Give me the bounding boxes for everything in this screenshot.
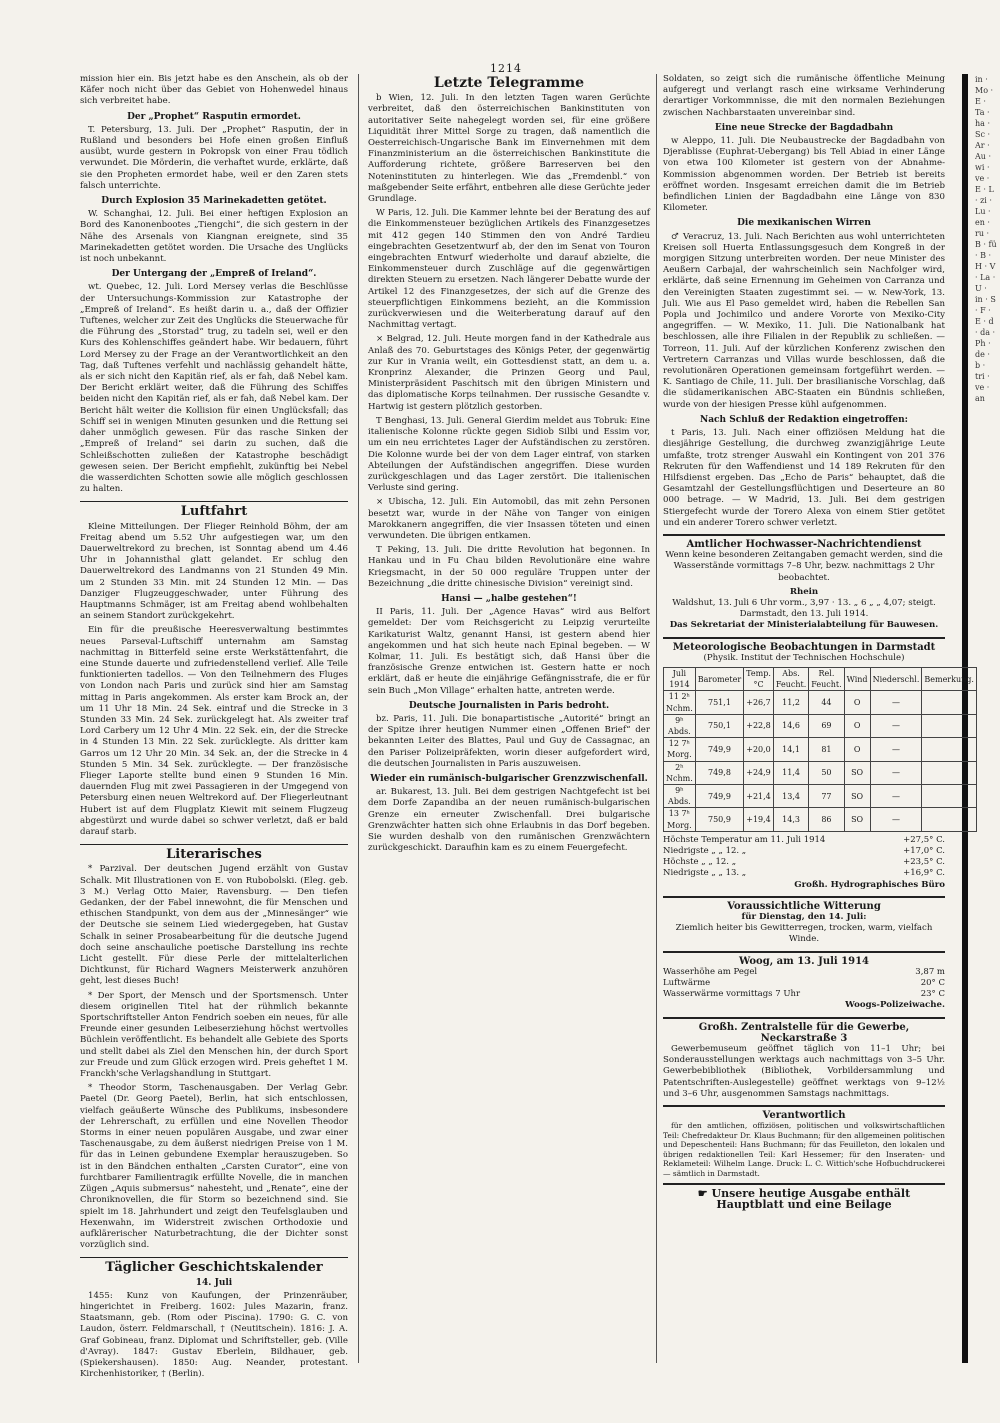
forecast-text: Ziemlich heiter bis Gewitterregen, trocken, warm, vielfach Winde.: [675, 923, 933, 945]
table-cell: O: [844, 738, 870, 761]
article-text: T Peking, 13. Juli. Die dritte Revolution hat begonnen. In Hankau und in Fu Chau bilden Revolutionäre eine wahre Kriegsmacht, in der 50 000 reguläre Truppen unter der Bezeichnung „die dritte chinesische Division“ vereinigt sind.: [368, 545, 650, 589]
table-row: [664, 691, 977, 714]
article-headline: Nach Schluß der Redaktion eingetroffen:: [700, 414, 908, 425]
article-text: ♂ Veracruz, 13. Juli. Nach Berichten aus wohl unterrichteten Kreisen soll Huerta Entlassungsgesuch dem Kongreß in der morgigen Sitzung unterbreiten worden. Der neue Minister des Aeußern Carbajal, der wahrscheinlich sein Nachfolger wird, erklärte, daß seine Ernennung im Geheimen von Carranza und den Vereinigten Staaten zugestimmt sei. — w. New-York, 13. Juli. Wie aus El Paso gemeldet wird, haben die Rebellen San Popla und Jochimilco und andere Vororte von Mexiko-City angegriffen. — W. Mexiko, 11. Juli. Die Nationalbank hat beschlossen, alle ihre Filialen in der Republik zu schließen. — Torreon, 11. Juli. Auf der kürzlichen Konferenz zwischen den Vertretern Carranzas und Villas wurde beschlossen, daß die revolutionären Operationen gemeinsam fortgeführt werden. — K. Santiago de Chile, 11. Juli. Der brasilianische Vorschlag, daß die südamerikanischen ABC-Staaten ein Bündnis schließen, wurde von der hiesigen Presse kühl aufgenommen.: [663, 231, 945, 410]
table-cell: [922, 691, 977, 714]
table-cell: —: [870, 761, 922, 784]
article-headline: Hansi — „halbe gestehen“!: [441, 593, 577, 604]
article-text: W. Schanghai, 12. Juli. Bei einer heftigen Explosion an Bord des Kanonenbootes „Tiengchi“, die sich gestern in der Nähe des Arsenals von Kiangnan ereignete, sind 35 Marinekadetten getötet worden. Die Ursache des Unglücks ist noch unbekannt.: [80, 209, 348, 265]
hydro-office: Großh. Hydrographisches Büro: [794, 879, 945, 890]
article-text: ar. Bukarest, 13. Juli. Bei dem gestrigen Nachtgefecht ist bei dem Dorfe Zapandiba an der neuen rumänisch-bulgarischen Grenze ein erneuter Zwischenfall. Drei bulgarische Grenzwächter hatten sich ohne Erlaubnis in das Dorf begeben. Sie wurden deshalb von den rumänischen Grenzwächtern zurückgeschickt. Daraufhin kam es zu einem Feuergefecht.: [368, 787, 650, 854]
table-cell: +24,9: [744, 761, 774, 784]
hochwasser-heading: Amtlicher Hochwasser-Nachrichtendienst: [663, 534, 945, 550]
table-cell: 749,9: [695, 784, 743, 807]
table-cell: [922, 784, 977, 807]
section-heading-kalender: Täglicher Geschichtskalender: [80, 1257, 348, 1273]
authority-signature: Das Sekretariat der Ministerialabteilung für Bauwesen.: [669, 620, 939, 631]
table-cell: 2ʰ Nchm.: [664, 761, 696, 784]
weather-table: [663, 667, 977, 832]
table-cell: 751,1: [695, 691, 743, 714]
table-header-cell: Abs. Feucht.: [773, 667, 808, 690]
dateline: Darmstadt, den 13. Juli 1914.: [739, 609, 869, 620]
forecast-date: für Dienstag, den 14. Juli:: [741, 912, 867, 923]
table-cell: 11,2: [773, 691, 808, 714]
table-cell: 11 2ʰ Nchm.: [664, 691, 696, 714]
column-middle: [368, 74, 650, 857]
section-heading-telegramme: Letzte Telegramme: [433, 75, 585, 91]
table-cell: +19,4: [744, 808, 774, 831]
reading-value: 20° C: [920, 978, 945, 989]
table-cell: 50: [809, 761, 844, 784]
adjacent-page-fragment: in · Mo · E · Ta · ha · Sc · Ar · Au · wi · ve · E · L · zi · Lu · en · ru · B · fü · B · H · V · La · U · in · S · F · E · d · da · Ph · de · b · tri · ve · an: [975, 75, 997, 403]
article-text: W Paris, 12. Juli. Die Kammer lehnte bei der Beratung des auf die Einkommensteuer bezüglichen Artikels des Finanzgesetzes mit 412 gegen 140 Stimmen den von André Tardieu eingebrachten Gesetzentwurf ab, der den im Senat von Touron eingebrachten Entwurf wiederholte und darauf abzielte, die Einkommensteuer durch Zuschläge auf die gegenwärtigen direkten Steuern zu ersetzen. Nach längerer Debatte wurde der Artikel 12 des Finanzgesetzes, der sich auf die Grenze des steuerpflichtigen Einkommens bezieht, an die Kommission zurückverwiesen und die Weiterberatung darauf auf den Nachmittag vertagt.: [368, 208, 650, 331]
article-text: wt. Quebec, 12. Juli. Lord Mersey verlas die Beschlüsse der Untersuchungs-Kommission zur Katastrophe der „Empreß of Ireland“. Es heißt darin u. a., daß der Offizier Tuftenes, welcher zur Zeit des Unglücks die Steuerwache für die Führung des „Storstad“ trug, zu tadeln sei, weil er den Kurs des Kohlenschiffes geändert habe. Wir bedauern, führt Lord Mersey zu der Frage an der Verantwortlichkeit an den Tag, daß Tuftenes verfehlt und nachlässig gehandelt hätte, als er sich nicht den Kapitän rief, als er fah, daß Nebel kam. Der Bericht erklärt weiter, daß die Führung des Schiffes beiden nicht den Kapitän rief, als er fah, daß Nebel kam. Der Bericht hält weiter die Kollision für einen Unglücksfall; das Schiff sei in wenigen Minuten gesunken und die Rettung sei daher unmöglich gewesen. Für das rasche Sinken der „Empreß of Ireland“ sei darin zu suchen, daß die Schleißschotten zuließen der Katastrophe beschädigt gewesen seien. Der Bericht empfiehlt, zukünftig bei Nebel die wasserdichten Schotten sowie alle möglich geschlossen zu halten.: [80, 282, 348, 495]
table-cell: —: [870, 691, 922, 714]
column-right: [663, 74, 974, 1212]
reading-label: Höchste Temperatur am 11. Juli 1914: [663, 834, 826, 845]
article-text: Ein für die preußische Heeresverwaltung bestimmtes neues Parseval-Luftschiff unternahm am Samstag nachmittag in Bitterfeld seine erste Werkstättenfahrt, die eine Stunde dauerte und zufriedenstellend verlief. Alle Teile funktionierten tadellos. — Von den Teilnehmern des Fluges von London nach Paris und zurück sind hier am Samstag mittag in Paris angekommen. Als erster kam Brock an, der um 11 Uhr 18 Min. 24 Sek. eintraf und die Strecke in 3 Stunden 33 Min. 24 Sek. zurückgelegt hat. Als zweiter traf Lord Carbery um 12 Uhr 4 Min. 22 Sek. ein, der die Strecke in 4 Stunden 13 Min. 22 Sek. zurücklegte. Als dritter kam Garros um 12 Uhr 20 Min. 34 Sek. an, der die Strecke in 4 Stunden 5 Min. 34 Sek. zurücklegte. — Der französische Flieger Laporte stellte bund einen 9 Stunden 16 Min. dauernden Flug mit zwei Passagieren in der Umgegend von Petersburg einen neuen Weltrekord auf. Der Fliegerleutnant Hubert ist auf dem Flugplatz Kiewit mit seinem Flugzeug abgestürzt und wurde dabei so schwer verletzt, daß er bald darauf starb.: [80, 625, 348, 837]
table-row: [664, 714, 977, 737]
pointing-hand-icon: ☛: [697, 1187, 712, 1201]
table-cell: 86: [809, 808, 844, 831]
table-cell: —: [870, 714, 922, 737]
edition-note-text: Unsere heutige Ausgabe enthält Hauptblatt und eine Beilage: [711, 1187, 911, 1212]
table-cell: +20,0: [744, 738, 774, 761]
article-text: T. Petersburg, 13. Juli. Der „Prophet“ Rasputin, der in Rußland und besonders bei Hofe einen großen Einfluß ausübt, wurde gestern in Pokropsk von einer Frau tödlich verwundet. Die Mörderin, die verhaftet wurde, erklärte, daß sie den Propheten ermordet habe, weil er den Zaren stets falsch unterrichte.: [80, 124, 348, 191]
reading-value: +23,5° C.: [903, 857, 945, 868]
woog-signature: Woogs-Polizeiwache.: [845, 1000, 945, 1011]
table-header-cell: Temp. °C: [744, 667, 774, 690]
table-cell: 11,4: [773, 761, 808, 784]
forecast-heading: Voraussichtliche Witterung: [663, 896, 945, 912]
column-left: [80, 74, 348, 1383]
table-header-cell: Bemerkung.: [922, 667, 977, 690]
table-cell: —: [870, 738, 922, 761]
table-cell: 44: [809, 691, 844, 714]
article-text: × Belgrad, 12. Juli. Heute morgen fand in der Kathedrale aus Anlaß des 70. Geburtstages des Königs Peter, der gegenwärtig zur Kur in Vrania weilt, ein Gottesdienst statt, an dem u. a. Kronprinz Alexander, die Prinzen Georg und Paul, Ministerpräsident Paschitsch mit den übrigen Ministern und das diplomatische Korps teilnahmen. Der russische Gesandte v. Hartwig ist gestern plötzlich gestorben.: [368, 334, 650, 412]
table-cell: +22,8: [744, 714, 774, 737]
table-header-cell: Wind: [844, 667, 870, 690]
table-header-cell: Juli 1914: [664, 667, 696, 690]
meteo-heading: Meteorologische Beobachtungen in Darmstadt: [663, 637, 945, 653]
column-rule: [656, 74, 657, 1363]
column-rule: [358, 74, 359, 1363]
table-cell: 13 7ʰ Morg.: [664, 808, 696, 831]
article-headline: Durch Explosion 35 Marinekadetten getötet.: [101, 196, 327, 207]
reading-value: 3,87 m: [915, 966, 945, 977]
table-cell: 14,6: [773, 714, 808, 737]
table-cell: 13,4: [773, 784, 808, 807]
table-row: [664, 784, 977, 807]
article-headline: Der „Prophet“ Rasputin ermordet.: [127, 111, 301, 122]
article-headline: Wieder ein rumänisch-bulgarischer Grenzzwischenfall.: [370, 773, 648, 784]
reading-row: [663, 868, 945, 879]
reading-value: 23° C: [920, 989, 945, 1000]
reading-label: Wasserhöhe am Pegel: [663, 966, 758, 977]
hochwasser-text: Wenn keine besonderen Zeitangaben gemacht werden, sind die Wasserstände vormittags 7–8 Uhr, bezw. nachmittags 2 Uhr beobachtet.: [665, 550, 943, 583]
table-cell: [922, 714, 977, 737]
article-text: w Aleppo, 11. Juli. Die Neubaustrecke der Bagdadbahn von Djerablisse (Euphrat-Uebergang) bis Tell Abiad in einer Länge von etwa 100 Kilometer ist gestern von der Abnahme-Kommission abgenommen worden. Der Betrieb ist bereits eröffnet worden. Insgesamt erreichen damit die im Betrieb befindlichen Linien der Bagdadbahn eine Länge von 830 Kilometer.: [663, 136, 945, 214]
reading-label: Niedrigste „ „ 12. „: [663, 846, 747, 856]
reading-label: Wasserwärme vormittags 7 Uhr: [663, 989, 801, 1000]
article-headline: Eine neue Strecke der Bagdadbahn: [714, 122, 894, 133]
table-row: [664, 761, 977, 784]
article-text: II Paris, 11. Juli. Der „Agence Havas“ wird aus Belfort gemeldet: Der vom Reichsgericht zu Leipzig verurteilte Karikaturist Waltz, genannt Hansi, ist gestern abend hier angekommen und hat sich heute nach Epinal begeben. — W Kolmar, 11. Juli. Es bestätigt sich, daß Hansi über die französische Grenze entwichen ist. Gestern hatte er noch erklärt, daß er heute die einjährige Gefängnisstrafe, die er für sein Buch „Mon Village“ erhalten hatte, antreten werde.: [368, 607, 650, 696]
table-row: [664, 738, 977, 761]
reading-label: Luftwärme: [663, 978, 711, 989]
page-number: 1214: [490, 62, 522, 75]
zentralstelle-heading: Großh. Zentralstelle für die Gewerbe, Neckarstraße 3: [663, 1017, 945, 1044]
reading-label: Höchste „ „ 12. „: [663, 857, 737, 868]
article-text: × Ubischa, 12. Juli. Ein Automobil, das mit zehn Personen besetzt war, wurde in der Nähe von Tanger von einigen Marokkanern angegriffen, die vier Insassen töteten und einen verwundeten. Die übrigen entkamen.: [368, 497, 650, 541]
article-text: mission hier ein. Bis jetzt habe es den Anschein, als ob der Käfer noch nicht über das Gebiet von Hohenwedel hinaus sich verbreitet habe.: [80, 74, 348, 107]
table-cell: O: [844, 691, 870, 714]
reading-row: [663, 978, 945, 989]
table-cell: 749,8: [695, 761, 743, 784]
reading-row: [663, 835, 945, 846]
table-cell: 9ʰ Abds.: [664, 714, 696, 737]
table-header-cell: Barometer: [695, 667, 743, 690]
table-cell: +26,7: [744, 691, 774, 714]
table-cell: 749,9: [695, 738, 743, 761]
table-cell: 9ʰ Abds.: [664, 784, 696, 807]
gauge-reading: Waldshut, 13. Juli 6 Uhr vorm., 3,97 · 13. „ 6 „ „ 4,07; steigt.: [672, 597, 936, 608]
table-cell: 12 7ʰ Morg.: [664, 738, 696, 761]
table-cell: [922, 738, 977, 761]
section-heading-luftfahrt: Luftfahrt: [80, 501, 348, 517]
article-text: Soldaten, so zeigt sich die rumänische öffentliche Meinung aufgeregt und verlangt rasch eine wirksame Verhinderung derartiger Vorkommnisse, die mit den normalen Beziehungen zwischen Nachbarstaaten unvereinbar sind.: [663, 74, 945, 118]
table-cell: 14,1: [773, 738, 808, 761]
river-name: Rhein: [789, 586, 819, 597]
reading-value: +16,9° C.: [903, 868, 945, 879]
reading-value: +27,5° C.: [903, 834, 945, 845]
edition-note: [663, 1183, 945, 1210]
verantwortlich-heading: Verantwortlich: [663, 1105, 945, 1121]
reading-row: [663, 967, 945, 978]
calendar-date: 14. Juli: [195, 1277, 233, 1288]
woog-readings: [663, 967, 945, 1001]
zentralstelle-text: Gewerbemuseum geöffnet täglich von 11–1 Uhr; bei Sonderausstellungen werktags auch nachmittags von 3–5 Uhr. Gewerbebibliothek (Bibliothek, Vorbildersammlung und Patentschriften-Auslegestelle) geöffnet werktags von 9–12½ und 3–6 Uhr, ausgenommen Samstags nachmittags.: [663, 1044, 945, 1099]
verantwortlich-text: für den amtlichen, offiziösen, politischen und volkswirtschaftlichen Teil: Chefredakteur Dr. Klaus Buchmann; für den allgemeinen politischen und Depeschenteil: Hans Buchmann; für das Feuilleton, den lokalen und übrigen redaktionellen Teil: Karl Hessemer; für den Inseraten- und Reklameteil: Wilhelm Lange. Druck: L. C. Wittich'sche Hofbuchdruckerei — sämtlich in Darmstadt.: [663, 1121, 945, 1178]
table-cell: [922, 808, 977, 831]
article-text: * Parzival. Der deutschen Jugend erzählt von Gustav Schalk. Mit Illustrationen von E. von Rubobolski. (Eleg. geb. 3 M.) Verlag Otto Maier, Ravensburg. — Den tiefen Gedanken, der der Fabel innewohnt, die für Menschen und ethischen Standpunkt, von dem aus der „Minnesänger“ wie der Deutsche sie seinem Lied wiedergegeben, hat Gustav Schalk in seiner Prosabearbeitung für die deutsche Jugend doch seine anschauliche poetische Darstellung ins rechte Licht gestellt. Für diese Perle der mittelalterlichen Dichtkunst, für Richard Wagners Meisterwerk anzuhören geht, lest dieses Buch!: [80, 864, 348, 987]
table-cell: SO: [844, 761, 870, 784]
table-header-cell: Rel. Feucht.: [809, 667, 844, 690]
article-text: 1455: Kunz von Kaufungen, der Prinzenräuber, hingerichtet in Freiberg. 1602: Jules Mazarin, franz. Staatsmann, geb. (Rom oder Piscina). 1790: G. C. von Laudon, österr. Feldmarschall, † (Neutitschein). 1816: J. A. Graf Gobineau, franz. Diplomat und Schriftsteller, geb. (Ville d'Avray). 1847: Gustav Eberlein, Bildhauer, geb. (Spiekershausen). 1850: Aug. Neander, protestant. Kirchenhistoriker, † (Berlin).: [80, 1290, 348, 1380]
reading-row: [663, 989, 945, 1000]
article-text: b Wien, 12. Juli. In den letzten Tagen waren Gerüchte verbreitet, daß den österreichischen Bankinstituten von autoritativer Seite nahegelegt worden sei, für eine größere Liquidität ihrer Mittel Sorge zu tragen, daß namentlich die Oesterreichisch-Ungarische Bank im Einvernehmen mit dem Finanzministerium an die österreichischen Bankinstitute die Aufforderung richtete, größere Barreserven bei den Noteninstituten zu hinterlegen. Wie das „Fremdenbl.“ von maßgebender Seite erfährt, entbehren alle diese Gerüchte jeder Grundlage.: [368, 93, 650, 205]
table-cell: —: [870, 784, 922, 807]
article-text: Kleine Mitteilungen. Der Flieger Reinhold Böhm, der am Freitag abend um 5.52 Uhr aufgestiegen war, um den Dauerweltrekord zu brechen, ist Sonntag abend um 4.46 Uhr in Johannisthal glatt gelandet. Er schlug den Dauerweltrekord des Landmanns von 21 Stunden 49 Min. um 2 Stunden 33 Min. mit 24 Stunden 12 Min. — Das Danziger Flugzeuggeschwader, unter Führung des Hauptmanns Schmäger, ist am Freitag abend wohlbehalten an seinem Standort zurückgekehrt.: [80, 521, 348, 622]
reading-label: Niedrigste „ „ 13. „: [663, 868, 747, 879]
table-row: [664, 808, 977, 831]
reading-value: +17,0° C.: [903, 846, 945, 856]
table-cell: SO: [844, 808, 870, 831]
section-heading-literarisches: Literarisches: [80, 844, 348, 860]
table-header-cell: Niederschl.: [870, 667, 922, 690]
reading-row: [663, 846, 945, 857]
table-cell: 69: [809, 714, 844, 737]
table-cell: +21,4: [744, 784, 774, 807]
table-cell: 750,9: [695, 808, 743, 831]
table-cell: O: [844, 714, 870, 737]
article-headline: Deutsche Journalisten in Paris bedroht.: [408, 700, 610, 711]
reading-row: [663, 857, 945, 868]
article-text: * Der Sport, der Mensch und der Sportsmensch. Unter diesem originellen Titel hat der rühmlich bekannte Sportschriftsteller Anton Fendrich soeben ein neues, für alle Freunde einer gesunden Leibeserziehung höchst wertvolles Büchlein veröffentlicht. Es behandelt alle Gebiete des Sports und stellt dabei als Ziel den Menschen hin, der durch Sport zur Freude und zum Glück erzogen wird. Preis geheftet 1 M. Franckh'sche Verlagshandlung in Stuttgart.: [80, 990, 348, 1080]
table-cell: [922, 761, 977, 784]
article-text: t Paris, 13. Juli. Nach einer offiziösen Meldung hat die diesjährige Gestellung, die durchweg zwanzigjährige Leute umfaßte, trotz strenger Auswahl ein Kontingent von 201 376 Rekruten für den Waffendienst und 14 189 Rekruten für den Hilfsdienst ergeben. Das „Echo de Paris“ behauptet, daß die Gesamtzahl der Gestellungsflüchtigen und Deserteure an 80 000 betrage. — W Madrid, 13. Juli. Bei dem gestrigen Stiergefecht wurde der Torero Alexa von einem Stier getötet und ein anderer Torero schwer verletzt.: [663, 428, 945, 528]
woog-heading: Woog, am 13. Juli 1914: [663, 951, 945, 967]
article-text: * Theodor Storm, Taschenausgaben. Der Verlag Gebr. Paetel (Dr. Georg Paetel), Berlin, hat sich entschlossen, vielfach geäußerte Wünsche des Publikums, insbesondere der Lehrerschaft, zu erfüllen und eine Novellen Theodor Storms in einer neuen populären Ausgabe, und zwar einer Taschenausgabe, zu dem äußerst niedrigen Preise von 1 M. für das in Leinen gebundene Exemplar herauszugeben. So ist in den Bändchen enthalten „Carsten Curator“, eine von furchtbarer Familientragik erfüllte Novelle, die in manchen Zügen „Aquis submersus“ nahesteht, und „Renate“, eine der Chroniknovellen, die für Storm so bezeichnend sind. Sie spielt im 18. Jahrhundert und zeigt den Teufelsglauben und Hexenwahn, im Widerstreit zwischen Orthodoxie und aufklärerischer Naturbetrachtung, die der Dichter sonst vorzüglich sind.: [80, 1083, 348, 1251]
meteo-subheading: (Physik. Institut der Technischen Hochschule): [703, 652, 905, 663]
table-cell: 14,3: [773, 808, 808, 831]
article-text: T Benghasi, 13. Juli. General Gierdim meldet aus Tobruk: Eine italienische Kolonne rückte gegen Sidiob Silbi und Essim vor, um ein neu errichtetes Lager der Aufständischen zu zerstören. Die Kolonne wurde bei der von dem Lager eintraf, von starken Abteilungen der Aufständischen angegriffen. Diese wurden zurückgeschlagen und das Lager zerstört. Die italienischen Verluste sind gering.: [368, 415, 650, 494]
table-cell: SO: [844, 784, 870, 807]
table-cell: 81: [809, 738, 844, 761]
article-headline: Der Untergang der „Empreß of Ireland“.: [111, 269, 317, 280]
temperature-extremes: [663, 835, 945, 880]
table-cell: 77: [809, 784, 844, 807]
table-cell: —: [870, 808, 922, 831]
article-headline: Die mexikanischen Wirren: [737, 218, 871, 229]
article-text: bz. Paris, 11. Juli. Die bonapartistische „Autorité“ bringt an der Spitze ihrer heutigen Nummer einen „Offenen Brief“ der bekannten Leiter des Blattes, Paul und Guy de Cassagnac, an den Pariser Polizeipräfekten, worin dieser aufgefordert wird, die deutschen Journalisten in Paris auszuweisen.: [368, 713, 650, 769]
table-cell: 750,1: [695, 714, 743, 737]
